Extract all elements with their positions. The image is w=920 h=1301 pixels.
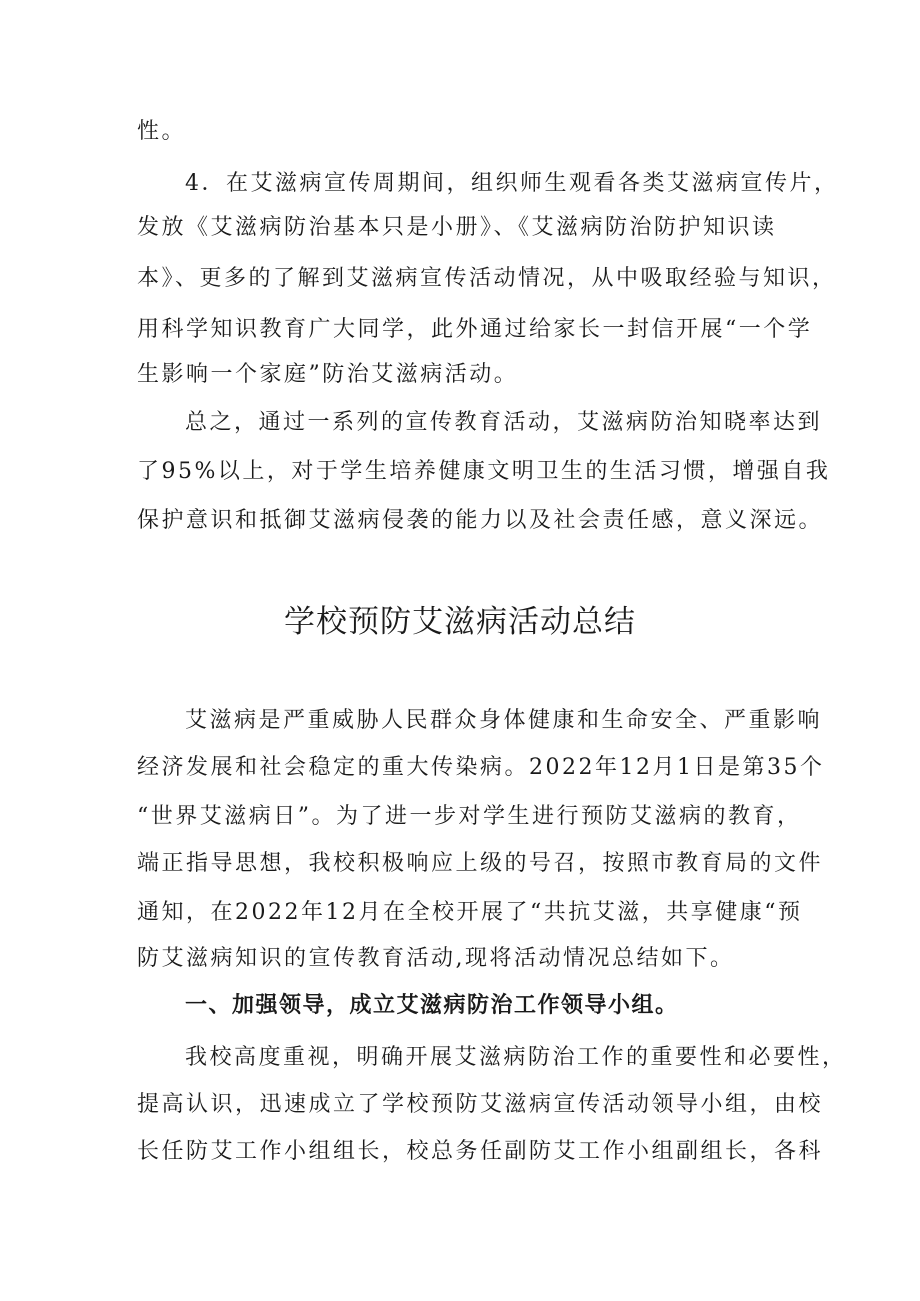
text-line: 保护意识和抵御艾滋病侵袭的能力以及社会责任感，意义深远。 [137, 508, 824, 533]
text-line: 用科学知识教育广大同学，此外通过给家长一封信开展“一个学 [137, 317, 813, 342]
text-line: 发放《艾滋病防治基本只是小册》、《艾滋病防治防护知识读 [137, 215, 777, 240]
section-heading: 一、加强领导，成立艾滋病防治工作领导小组。 [185, 993, 679, 1018]
text-line: 长任防艾工作小组组长，校总务任副防艾工作小组副组长，各科 [137, 1139, 824, 1164]
text-line: 了95%以上，对于学生培养健康文明卫生的生活习惯，增强自我 [137, 459, 831, 484]
text-line: 生影响一个家庭”防治艾滋病活动。 [137, 362, 519, 387]
text-line: “世界艾滋病日”。为了进一步对学生进行预防艾滋病的教育， [137, 804, 802, 829]
text-line: 性。 [137, 119, 187, 144]
text-line: 本》、更多的了解到艾滋病宣传活动情况，从中吸取经验与知识， [137, 266, 837, 291]
text-line: 防艾滋病知识的宣传教育活动,现将活动情况总结如下。 [137, 946, 735, 971]
text-line: 端正指导思想，我校积极响应上级的号召，按照市教育局的文件 [137, 851, 824, 876]
document-title: 学校预防艾滋病活动总结 [284, 604, 636, 640]
text-line: 4．在艾滋病宣传周期间，组织师生观看各类艾滋病宣传片， [185, 171, 839, 196]
text-line: 提高认识，迅速成立了学校预防艾滋病宣传活动领导小组，由校 [137, 1092, 824, 1117]
text-line: 我校高度重视，明确开展艾滋病防治工作的重要性和必要性， [185, 1045, 847, 1070]
text-line: 总之，通过一系列的宣传教育活动，艾滋病防治知晓率达到 [185, 410, 823, 435]
text-line: 艾滋病是严重威胁人民群众身体健康和生命安全、严重影响 [185, 708, 823, 733]
text-line: 经济发展和社会稳定的重大传染病。2022年12月1日是第35个 [137, 755, 825, 780]
text-line: 通知，在2022年12月在全校开展了“共抗艾滋，共享健康“预 [137, 900, 803, 925]
